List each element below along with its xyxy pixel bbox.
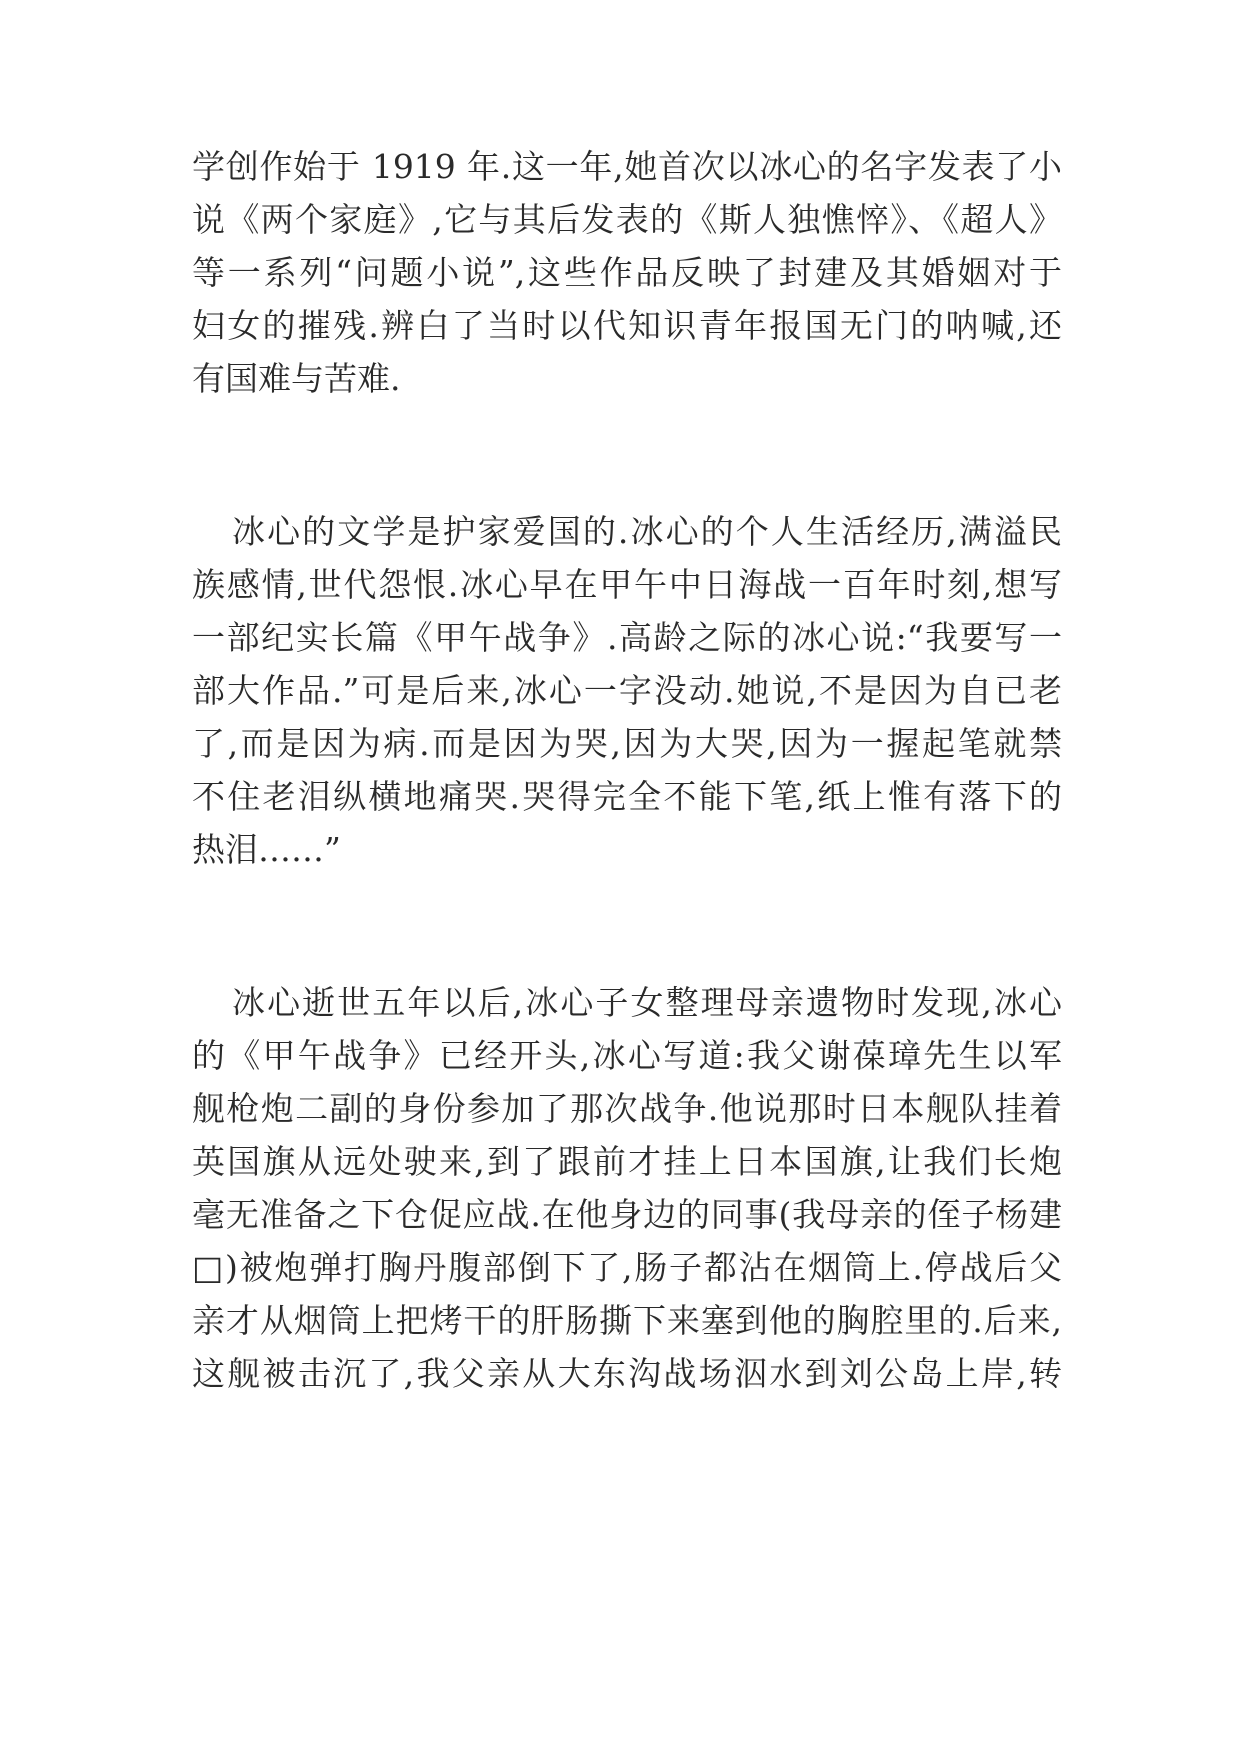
paragraph-line: 一部纪实长篇《甲午战争》.高龄之际的冰心说:“我要写一 — [192, 618, 1062, 657]
paragraph-line: 英国旗从远处驶来,到了跟前才挂上日本国旗,让我们长炮 — [192, 1142, 1062, 1181]
paragraph-line: 冰心的文学是护家爱国的.冰心的个人生活经历,满溢民 — [232, 512, 1062, 551]
paragraph-line: 妇女的摧残.辨白了当时以代知识青年报国无门的呐喊,还 — [192, 306, 1062, 345]
paragraph-line: 了,而是因为病.而是因为哭,因为大哭,因为一握起笔就禁 — [192, 724, 1062, 763]
paragraph-line: 这舰被击沉了,我父亲从大东沟战场泅水到刘公岛上岸,转 — [192, 1354, 1062, 1393]
paragraph-line: 不住老泪纵横地痛哭.哭得完全不能下笔,纸上惟有落下的 — [192, 777, 1062, 816]
paragraph-line: 毫无准备之下仓促应战.在他身边的同事(我母亲的侄子杨建 — [192, 1195, 1062, 1234]
paragraph-line: 部大作品.”可是后来,冰心一字没动.她说,不是因为自已老 — [192, 671, 1062, 710]
paragraph-line: 说《两个家庭》,它与其后发表的《斯人独憔悴》、《超人》 — [192, 200, 1062, 239]
paragraph-line: 冰心逝世五年以后,冰心子女整理母亲遗物时发现,冰心 — [232, 983, 1062, 1022]
paragraph-line: 族感情,世代怨恨.冰心早在甲午中日海战一百年时刻,想写 — [192, 565, 1062, 604]
paragraph-line: 等一系列“问题小说”,这些作品反映了封建及其婚姻对于 — [192, 253, 1062, 292]
paragraph-line: 有国难与苦难. — [192, 359, 401, 398]
paragraph-line: 舰枪炮二副的身份参加了那次战争.他说那时日本舰队挂着 — [192, 1089, 1062, 1128]
paragraph-line: 热泪……” — [192, 830, 341, 869]
paragraph-line: 的《甲午战争》已经开头,冰心写道:我父谢葆璋先生以军 — [192, 1036, 1062, 1075]
paragraph-line: 亲才从烟筒上把烤干的肝肠撕下来塞到他的胸腔里的.后来, — [192, 1301, 1062, 1340]
paragraph-line: □)被炮弹打胸丹腹部倒下了,肠子都沾在烟筒上.停战后父 — [192, 1248, 1062, 1287]
paragraph-line: 学创作始于 1919 年.这一年,她首次以冰心的名字发表了小 — [192, 147, 1062, 186]
